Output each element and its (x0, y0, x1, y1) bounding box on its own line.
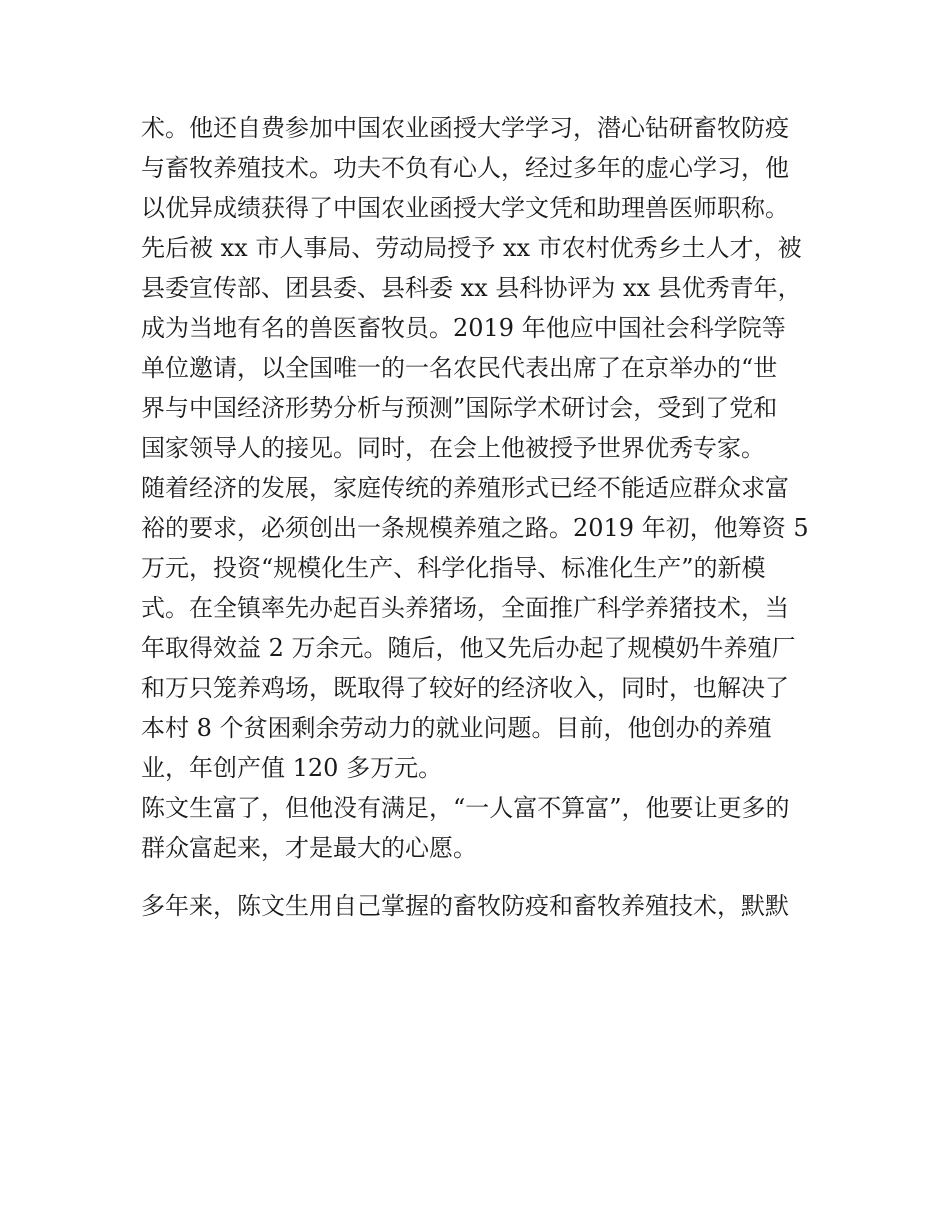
text-line: 多年来，陈文生用自己掌握的畜牧防疫和畜牧养殖技术，默默 (141, 892, 789, 920)
text-line: 术。他还自费参加中国农业函授大学学习，潜心钻研畜牧防疫 (141, 114, 789, 142)
text-line: 业，年创产值 120 多万元。 (141, 754, 443, 782)
body-text (141, 108, 821, 926)
text-line: 与畜牧养殖技术。功夫不负有心人，经过多年的虚心学习，他 (141, 154, 789, 182)
text-line: 县委宣传部、团县委、县科委 xx 县科协评为 xx 县优秀青年， (141, 274, 802, 302)
text-line: 界与中国经济形势分析与预测”国际学术研讨会，受到了党和 (141, 394, 778, 422)
text-line: 式。在全镇率先办起百头养猪场，全面推广科学养猪技术，当 (141, 594, 789, 622)
text-line: 国家领导人的接见。同时，在会上他被授予世界优秀专家。 (141, 434, 765, 462)
text-line: 裕的要求，必须创出一条规模养殖之路。2019 年初，他筹资 5 (141, 514, 809, 542)
text-line: 和万只笼养鸡场，既取得了较好的经济收入，同时，也解决了 (141, 674, 789, 702)
text-line: 万元，投资“规模化生产、科学化指导、标准化生产”的新模 (141, 554, 766, 582)
text-line: 陈文生富了，但他没有满足，“一人富不算富”，他要让更多的 (141, 794, 790, 822)
text-line: 本村 8 个贫困剩余劳动力的就业问题。目前，他创办的养殖 (141, 714, 772, 742)
text-line: 以优异成绩获得了中国农业函授大学文凭和助理兽医师职称。 (141, 194, 789, 222)
text-line: 成为当地有名的兽医畜牧员。2019 年他应中国社会科学院等 (141, 314, 786, 342)
text-line: 年取得效益 2 万余元。随后，他又先后办起了规模奶牛养殖厂 (141, 634, 796, 662)
text-line: 群众富起来，才是最大的心愿。 (141, 834, 477, 862)
text-line: 单位邀请，以全国唯一的一名农民代表出席了在京举办的“世 (141, 354, 778, 382)
text-line: 随着经济的发展，家庭传统的养殖形式已经不能适应群众求富 (141, 474, 789, 502)
text-line: 先后被 xx 市人事局、劳动局授予 xx 市农村优秀乡土人才，被 (141, 234, 802, 262)
